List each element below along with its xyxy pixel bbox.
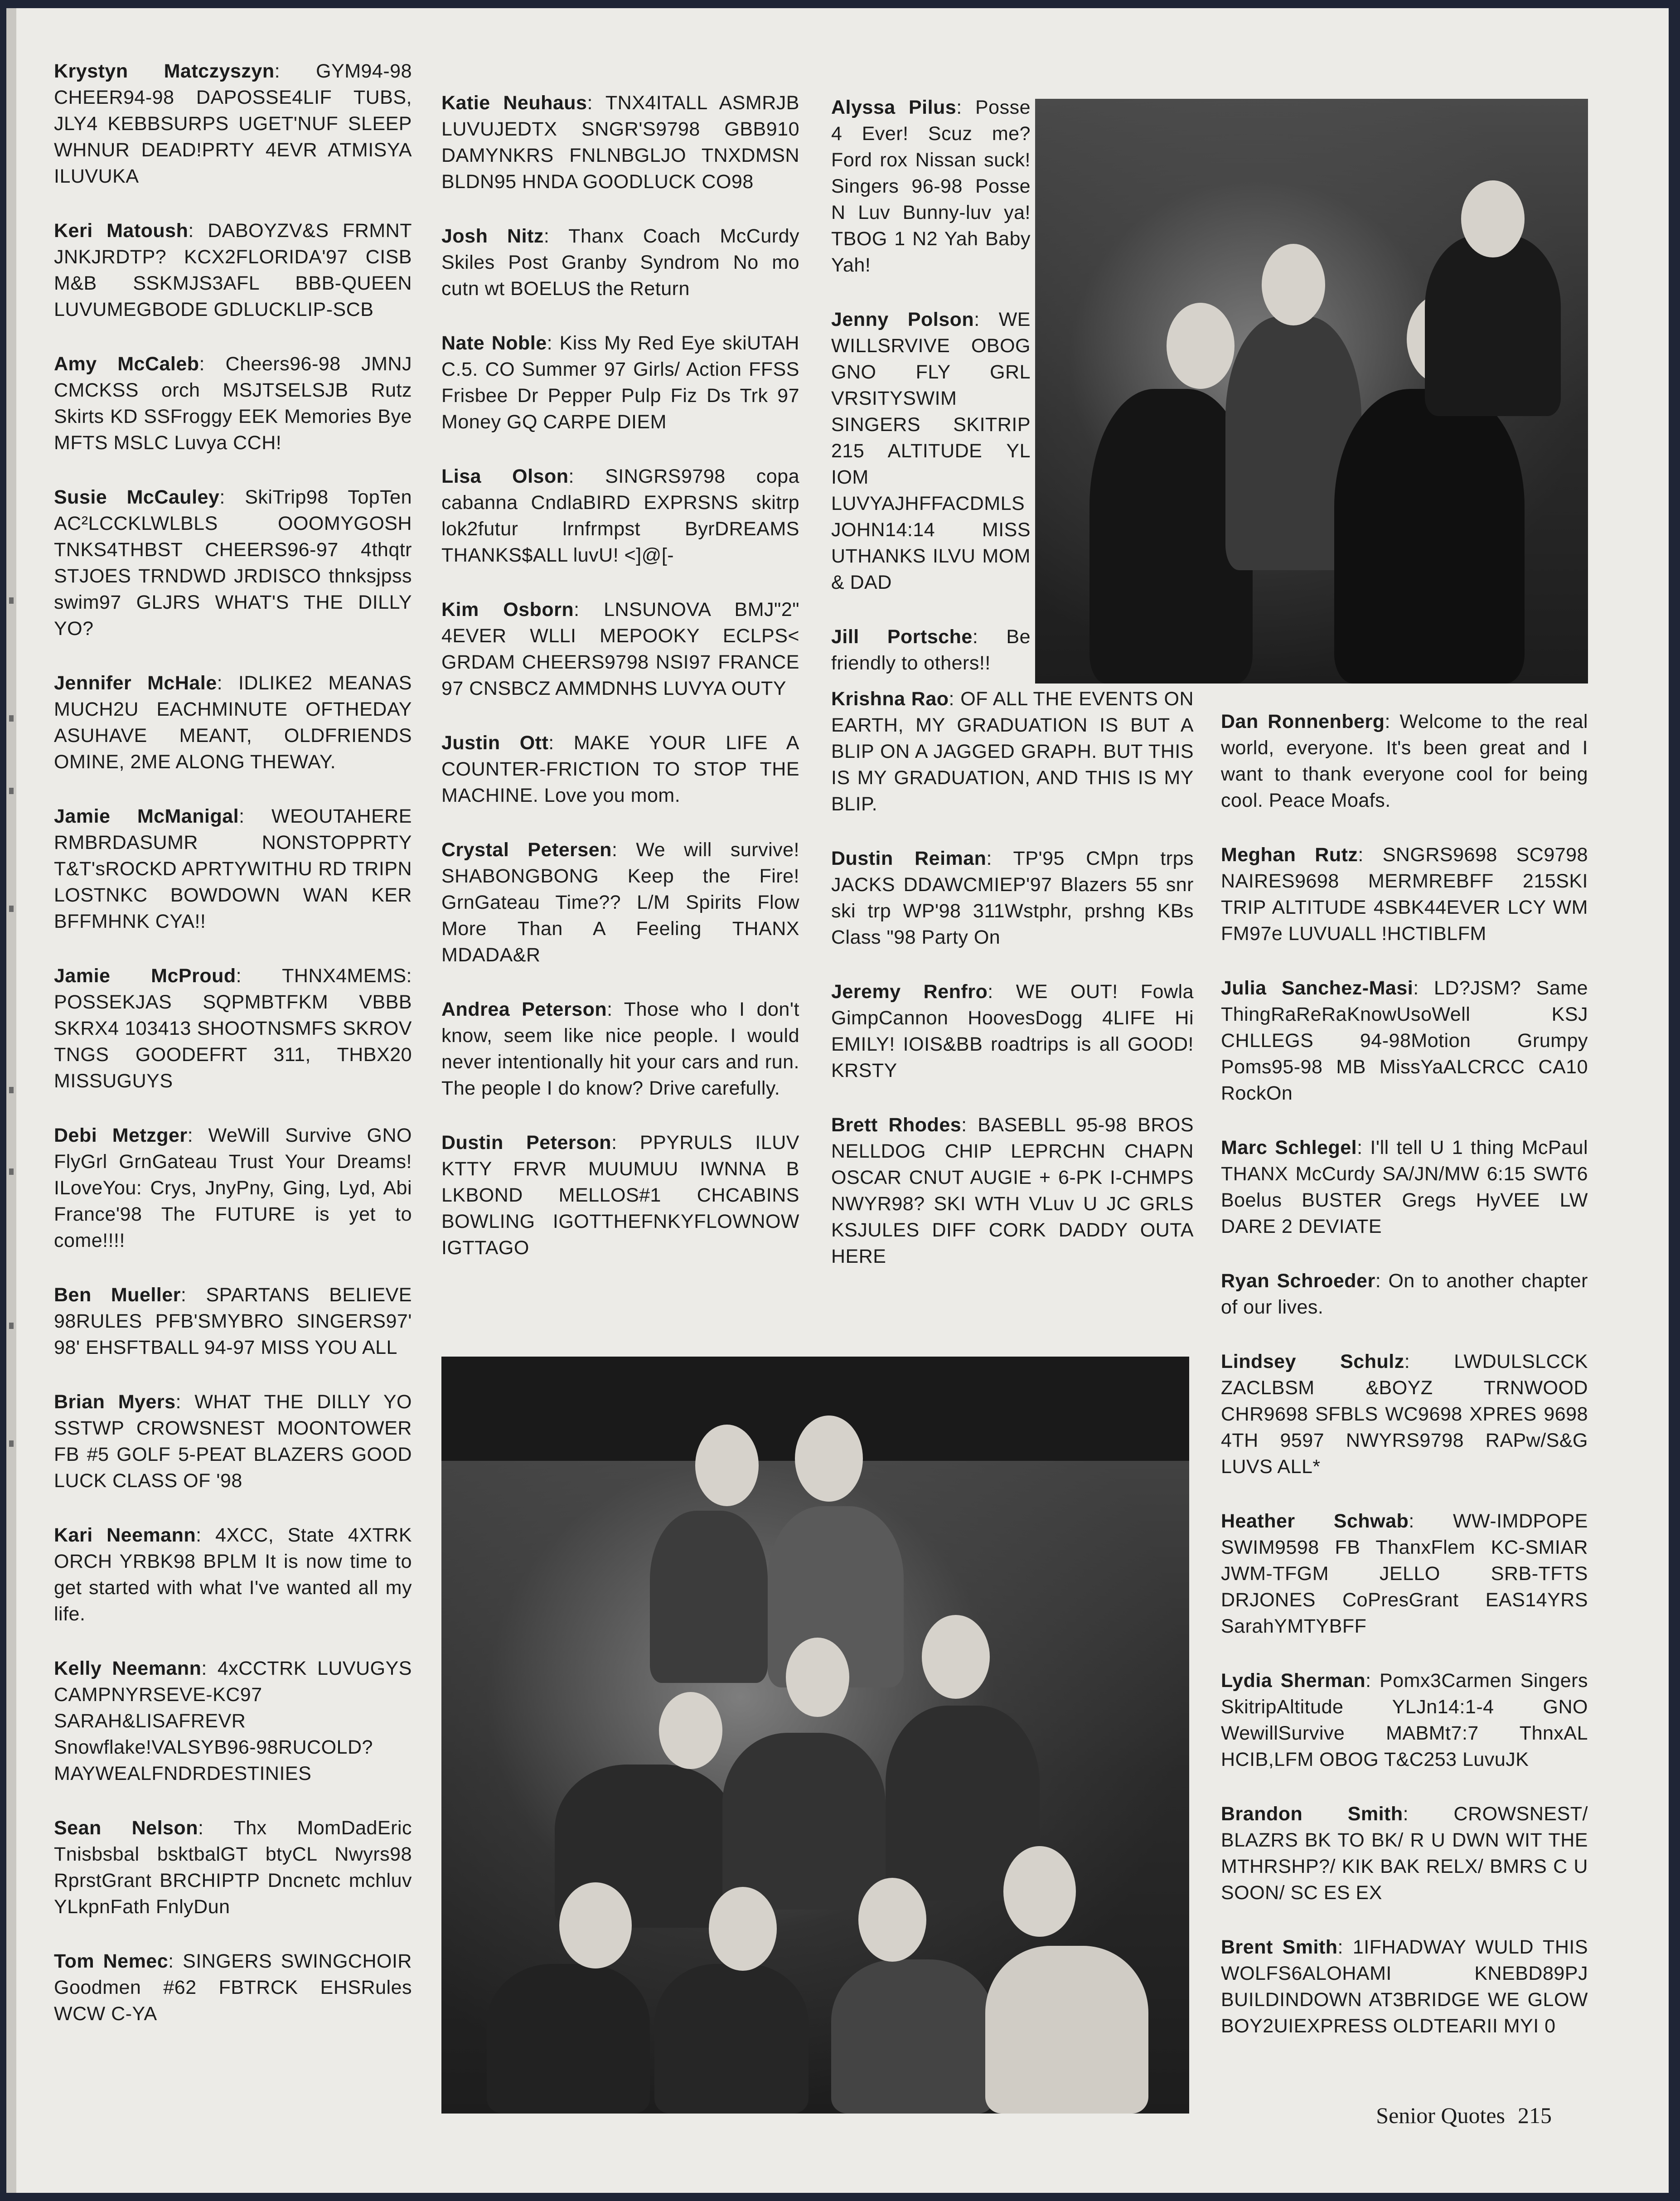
student-name: Katie Neuhaus :: [441, 92, 605, 114]
photo-face: [795, 1416, 863, 1502]
senior-quote: [831, 306, 1031, 596]
student-name: Ryan Schroeder :: [1221, 1270, 1388, 1292]
student-name: Andrea Peterson :: [441, 999, 624, 1020]
quote-text: Pomx3Carmen Singers SkitripAltitude YLJn14:1-4 GNO WewillSurvive MABMt7:7 ThnxAL HCIB,LFM OBOG T&C253 LuvuJK: [1221, 1670, 1588, 1770]
quote-text: TNX4ITALL ASMRJB LUVUJEDTX SNGR'S9798 GBB910 DAMYNKRS FNLNBGLJO TNXDMSN BLDN95 HNDA GOODLUCK CO98: [441, 92, 799, 193]
quote-text: 1IFHADWAY WULD THIS WOLFS6ALOHAMI KNEBD89PJ BUILDINDOWN AT3BRIDGE WE GLOW BOY2UIEXPRESS OLDTEARII MYI 0: [1221, 1936, 1588, 2037]
quote-text: CROWSNEST/ BLAZRS BK TO BK/ R U DWN WIT THE MTHRSHP?/ KIK BAK RELX/ BMRS C U SOON/ SC ES EX: [1221, 1803, 1588, 1904]
senior-quote: [831, 624, 1031, 676]
quote-text: PPYRULS ILUV KTTY FRVR MUUMUU IWNNA B LKBOND MELLOS#1 CHCABINS BOWLING IGOTTHEFNKYFLOWNOW IGTTAGO: [441, 1132, 799, 1259]
student-name: Jenny Polson :: [831, 309, 999, 330]
senior-quote: [1221, 1668, 1588, 1773]
senior-quote: [831, 1112, 1194, 1270]
senior-quote: [54, 670, 412, 775]
senior-quote: [441, 90, 799, 195]
student-name: Debi Metzger :: [54, 1125, 208, 1146]
student-name: Keri Matoush :: [54, 220, 208, 242]
quote-column-4: [1221, 708, 1588, 2067]
student-name: Heather Schwab :: [1221, 1510, 1453, 1532]
quote-text: WW-IMDPOPE SWIM9598 FB ThanxFlem KC-SMIAR JWM-TFGM JELLO SRB-TFTS DRJONES CoPresGrant EAS14YRS SarahYMTYBFF: [1221, 1510, 1588, 1637]
quote-text: GYM94-98 CHEER94-98 DAPOSSE4LIF TUBS, JLY4 KEBBSURPS UGET'NUF SLEEP WHNUR DEAD!PRTY 4EVR ATMISYA ILUVUKA: [54, 60, 412, 187]
student-name: Krishna Rao :: [831, 688, 960, 710]
photo-face: [709, 1887, 777, 1971]
student-name: Brian Myers :: [54, 1391, 194, 1413]
photo-figure: [1425, 235, 1561, 416]
student-name: Ben Mueller :: [54, 1284, 206, 1306]
photo-face: [922, 1615, 990, 1699]
student-name: Kelly Neemann :: [54, 1658, 218, 1679]
student-name: Josh Nitz :: [441, 225, 568, 247]
senior-quote: [441, 596, 799, 702]
quote-text: SINGERS SWINGCHOIR Goodmen #62 FBTRCK EHSRules WCW C-YA: [54, 1950, 412, 2025]
quote-text: THNX4MEMS: POSSEKJAS SQPMBTFKM VBBB SKRX4 103413 SHOOTNSMFS SKROV TNGS GOODEFRT 311, THBX20 MISSUGUYS: [54, 965, 412, 1092]
senior-quote: [54, 1122, 412, 1254]
group-photo-pyramid: [441, 1357, 1189, 2114]
photo-figure: [985, 1946, 1148, 2114]
quote-column-2: [441, 90, 799, 1289]
page-footer: [1316, 2102, 1552, 2129]
quote-text: WE WILLSRVIVE OBOG GNO FLY GRL VRSITYSWIM SINGERS SKITRIP 215 ALTITUDE YL IOM LUVYAJHFFACDMLS JOHN14:14 MISS UTHANKS ILVU MOM & DAD: [831, 309, 1031, 593]
photo-figure: [831, 1959, 994, 2114]
student-name: Susie McCauley :: [54, 486, 245, 508]
quote-text: SPARTANS BELIEVE 98RULES PFB'SMYBRO SINGERS97' 98' EHSFTBALL 94-97 MISS YOU ALL: [54, 1284, 412, 1358]
quote-text: WE OUT! Fowla GimpCannon HoovesDogg 4LIFE Hi EMILY! IOIS&BB roadtrips is all GOOD! KRSTY: [831, 981, 1194, 1081]
senior-quote: [54, 1282, 412, 1361]
senior-quote: [831, 845, 1194, 950]
binding-mark: [9, 1440, 14, 1447]
senior-quote: [1221, 1348, 1588, 1480]
student-name: Sean Nelson :: [54, 1817, 234, 1839]
quote-text: 4xCCTRK LUVUGYS CAMPNYRSEVE-KC97 SARAH&LISAFREVR Snowflake!VALSYB96-98RUCOLD?MAYWEALFNDRDESTINIES: [54, 1658, 412, 1784]
senior-quote: [1221, 1934, 1588, 2039]
photo-face: [858, 1878, 926, 1962]
quote-text: MAKE YOUR LIFE A COUNTER-FRICTION TO STOP THE MACHINE. Love you mom.: [441, 732, 799, 806]
student-name: Lydia Sherman :: [1221, 1670, 1380, 1692]
photo-face: [1461, 180, 1525, 257]
section-title: Senior Quotes: [1376, 2103, 1505, 2128]
quote-text: DABOYZV&S FRMNT JNKJRDTP? KCX2FLORIDA'97 CISB M&B SSKMJS3AFL BBB-QUEEN LUVUMEGBODE GDLUCKLIP-SCB: [54, 220, 412, 320]
student-name: Tom Nemec :: [54, 1950, 183, 1972]
student-name: Kari Neemann :: [54, 1524, 215, 1546]
senior-quote: [54, 803, 412, 935]
student-name: Jamie McManigal :: [54, 805, 271, 827]
photo-face: [695, 1425, 759, 1506]
senior-quote: [441, 223, 799, 302]
binding-mark: [9, 597, 14, 604]
senior-quote: [54, 58, 412, 189]
page-number: 215: [1518, 2103, 1552, 2128]
senior-quote: [1221, 1268, 1588, 1320]
senior-quote: [831, 979, 1194, 1084]
senior-quote: [1221, 975, 1588, 1106]
senior-quote: [1221, 1508, 1588, 1639]
yearbook-page: [6, 8, 1669, 2193]
binding-mark: [9, 715, 14, 722]
quote-text: BASEBLL 95-98 BROS NELLDOG CHIP LEPRCHN CHAPN OSCAR CNUT AUGIE + 6-PK I-CHMPS NWYR98? SKI WTH VLuv U JC GRLS KSJULES DIFF CORK DADDY OUTA HERE: [831, 1114, 1194, 1267]
quote-text: LNSUNOVA BMJ"2" 4EVER WLLI MEPOOKY ECLPS< GRDAM CHEERS9798 NSI97 FRANCE 97 CNSBCZ AMMDNHS LUVYA OUTY: [441, 599, 799, 699]
senior-quote: [1221, 842, 1588, 947]
student-name: Amy McCaleb :: [54, 353, 226, 375]
senior-quote: [441, 330, 799, 435]
senior-quote: [441, 837, 799, 968]
student-name: Dustin Peterson :: [441, 1132, 640, 1154]
quote-text: IDLIKE2 MEANAS MUCH2U EACHMINUTE OFTHEDAY ASUHAVE MEANT, OLDFRIENDS OMINE, 2ME ALONG THEWAY.: [54, 672, 412, 773]
senior-quote: [441, 730, 799, 809]
senior-quote: [441, 463, 799, 568]
quote-text: Those who I don't know, seem like nice people. I would never intentionally hit your cars and run. The people I do know? Drive carefully.: [441, 999, 799, 1099]
binding-mark: [9, 1168, 14, 1175]
page-binding-edge: [6, 8, 16, 2193]
senior-quote: [54, 1522, 412, 1627]
quote-text: 4XCC, State 4XTRK ORCH YRBK98 BPLM It is now time to get started with what I've wanted all my life.: [54, 1524, 412, 1625]
student-name: Krystyn Matczyszyn :: [54, 60, 316, 82]
quote-text: Posse 4 Ever! Scuz me? Ford rox Nissan suck! Singers 96-98 Posse N Luv Bunny-luv ya! TBOG 1 N2 Yah Baby Yah!: [831, 97, 1031, 276]
senior-quote: [54, 963, 412, 1094]
student-name: Marc Schlegel :: [1221, 1137, 1370, 1159]
student-name: Lindsey Schulz :: [1221, 1351, 1454, 1372]
photo-face: [1262, 244, 1325, 325]
senior-quote: [54, 351, 412, 456]
quote-text: WEOUTAHERE RMBRDASUMR NONSTOPPRTY T&T'sROCKD APRTYWITHU RD TRIPN LOSTNKC BOWDOWN WAN KER BFFMHNK CYA!!: [54, 805, 412, 932]
quote-text: Thx MomDadEric Tnisbsbal bsktbalGT btyCL Nwyrs98 RprstGrant BRCHIPTP Dncnetc mchluv YLkpnFath FnlyDun: [54, 1817, 412, 1918]
student-name: Julia Sanchez-Masi :: [1221, 977, 1434, 999]
student-name: Nate Noble :: [441, 332, 560, 354]
photo-figure: [654, 1964, 809, 2114]
quote-text: LD?JSM? Same ThingRaReRaKnowUsoWell KSJ CHLLEGS 94-98Motion Grumpy Poms95-98 MB MissYaALCRCC CA10 RockOn: [1221, 977, 1588, 1104]
quote-text: SNGRS9698 SC9798 NAIRES9698 MERMREBFF 215SKI TRIP ALTITUDE 4SBK44EVER LCY WM FM97e LUVUALL !HCTIBLFM: [1221, 844, 1588, 945]
senior-quote: [441, 1130, 799, 1261]
quote-text: SINGRS9798 copa cabanna CndlaBIRD EXPRSNS skitrp lok2futur lrnfrmpst ByrDREAMS THANKS$ALL luvU! <]@[-: [441, 465, 799, 566]
photo-face: [786, 1638, 849, 1717]
student-name: Jill Portsche :: [831, 626, 1006, 648]
quote-text: LWDULSLCCK ZACLBSM &BOYZ TRNWOOD CHR9698 SFBLS WC9698 XPRES 9698 4TH 9597 NWYRS9798 RAPw/S&G LUVS ALL*: [1221, 1351, 1588, 1478]
quote-text: TP'95 CMpn trps JACKS DDAWCMIEP'97 Blazers 55 snr ski trp WP'98 311Wstphr, prshng KBs Class "98 Party On: [831, 848, 1194, 948]
quote-text: Be friendly to others!!: [831, 626, 1031, 674]
quote-text: Thanx Coach McCurdy Skiles Post Granby Syndrom No mo cutn wt BOELUS the Return: [441, 225, 799, 300]
quote-column-3-continued: [831, 686, 1194, 1298]
group-photo-four-girls: [1035, 99, 1588, 684]
quote-column-1: [54, 58, 412, 2055]
photo-figure: [650, 1511, 768, 1683]
student-name: Kim Osborn :: [441, 599, 604, 621]
quote-text: Kiss My Red Eye skiUTAH C.5. CO Summer 97 Girls/ Action FFSS Frisbee Dr Pepper Pulp Fiz Ds Trk 97 Money GQ CARPE DIEM: [441, 332, 799, 433]
photo-figure: [722, 1733, 886, 1910]
student-name: Brett Rhodes :: [831, 1114, 978, 1136]
student-name: Lisa Olson :: [441, 465, 605, 487]
student-name: Brandon Smith :: [1221, 1803, 1454, 1825]
quote-text: WeWill Survive GNO FlyGrl GrnGateau Trust Your Dreams! ILoveYou: Crys, JnyPny, Ging, Lyd, Abi France'98 The FUTURE is yet to come!!!!: [54, 1125, 412, 1251]
quote-text: OF ALL THE EVENTS ON EARTH, MY GRADUATION IS BUT A BLIP ON A JAGGED GRAPH. BUT THIS IS MY GRADUATION, AND THIS IS MY BLIP.: [831, 688, 1194, 815]
quote-text: We will survive! SHABONGBONG Keep the Fire! GrnGateau Time?? L/M Spirits Flow More Than A Feeling THANX MDADA&R: [441, 839, 799, 966]
student-name: Alyssa Pilus :: [831, 97, 975, 118]
quote-column-3: [831, 94, 1031, 704]
quote-text: SkiTrip98 TopTen AC²LCCKLWLBLS OOOMYGOSH TNKS4THBST CHEERS96-97 4thqtr STJOES TRNDWD JRDISCO thnksjpss swim97 GLJRS WHAT'S THE DILLY YO?: [54, 486, 412, 640]
quote-text: Welcome to the real world, everyone. It's been great and I want to thank everyone cool for being cool. Peace Moafs.: [1221, 711, 1588, 811]
senior-quote: [54, 1389, 412, 1494]
student-name: Jamie McProud :: [54, 965, 282, 987]
binding-mark: [9, 906, 14, 912]
photo-face: [1003, 1846, 1076, 1937]
student-name: Brent Smith :: [1221, 1936, 1353, 1958]
student-name: Dustin Reiman :: [831, 848, 1013, 869]
senior-quote: [54, 1948, 412, 2027]
senior-quote: [54, 484, 412, 642]
senior-quote: [54, 1815, 412, 1920]
senior-quote: [54, 218, 412, 323]
senior-quote: [831, 686, 1194, 817]
binding-mark: [9, 1323, 14, 1329]
senior-quote: [831, 94, 1031, 278]
senior-quote: [1221, 1801, 1588, 1906]
quote-text: On to another chapter of our lives.: [1221, 1270, 1588, 1318]
photo-figure: [1334, 389, 1525, 684]
quote-text: I'll tell U 1 thing McPaul THANX McCurdy SA/JN/MW 6:15 SWT6 Boelus BUSTER Gregs HyVEE LW DARE 2 DEVIATE: [1221, 1137, 1588, 1237]
photo-figure: [487, 1964, 650, 2114]
binding-mark: [9, 1087, 14, 1093]
senior-quote: [54, 1655, 412, 1787]
quote-text: WHAT THE DILLY YO SSTWP CROWSNEST MOONTOWER FB #5 GOLF 5-PEAT BLAZERS GOOD LUCK CLASS OF '98: [54, 1391, 412, 1492]
student-name: Crystal Petersen :: [441, 839, 636, 861]
photo-face: [559, 1882, 632, 1968]
photo-face: [1167, 303, 1235, 389]
senior-quote: [441, 996, 799, 1101]
binding-mark: [9, 788, 14, 794]
quote-text: Cheers96-98 JMNJ CMCKSS orch MSJTSELSJB Rutz Skirts KD SSFroggy EEK Memories Bye MFTS MSLC Luvya CCH!: [54, 353, 412, 454]
photo-face: [659, 1692, 722, 1769]
student-name: Jeremy Renfro :: [831, 981, 1016, 1003]
student-name: Meghan Rutz :: [1221, 844, 1383, 866]
senior-quote: [1221, 1134, 1588, 1240]
senior-quote: [1221, 708, 1588, 814]
student-name: Jennifer McHale :: [54, 672, 238, 694]
student-name: Justin Ott :: [441, 732, 574, 754]
student-name: Dan Ronnenberg :: [1221, 711, 1400, 732]
